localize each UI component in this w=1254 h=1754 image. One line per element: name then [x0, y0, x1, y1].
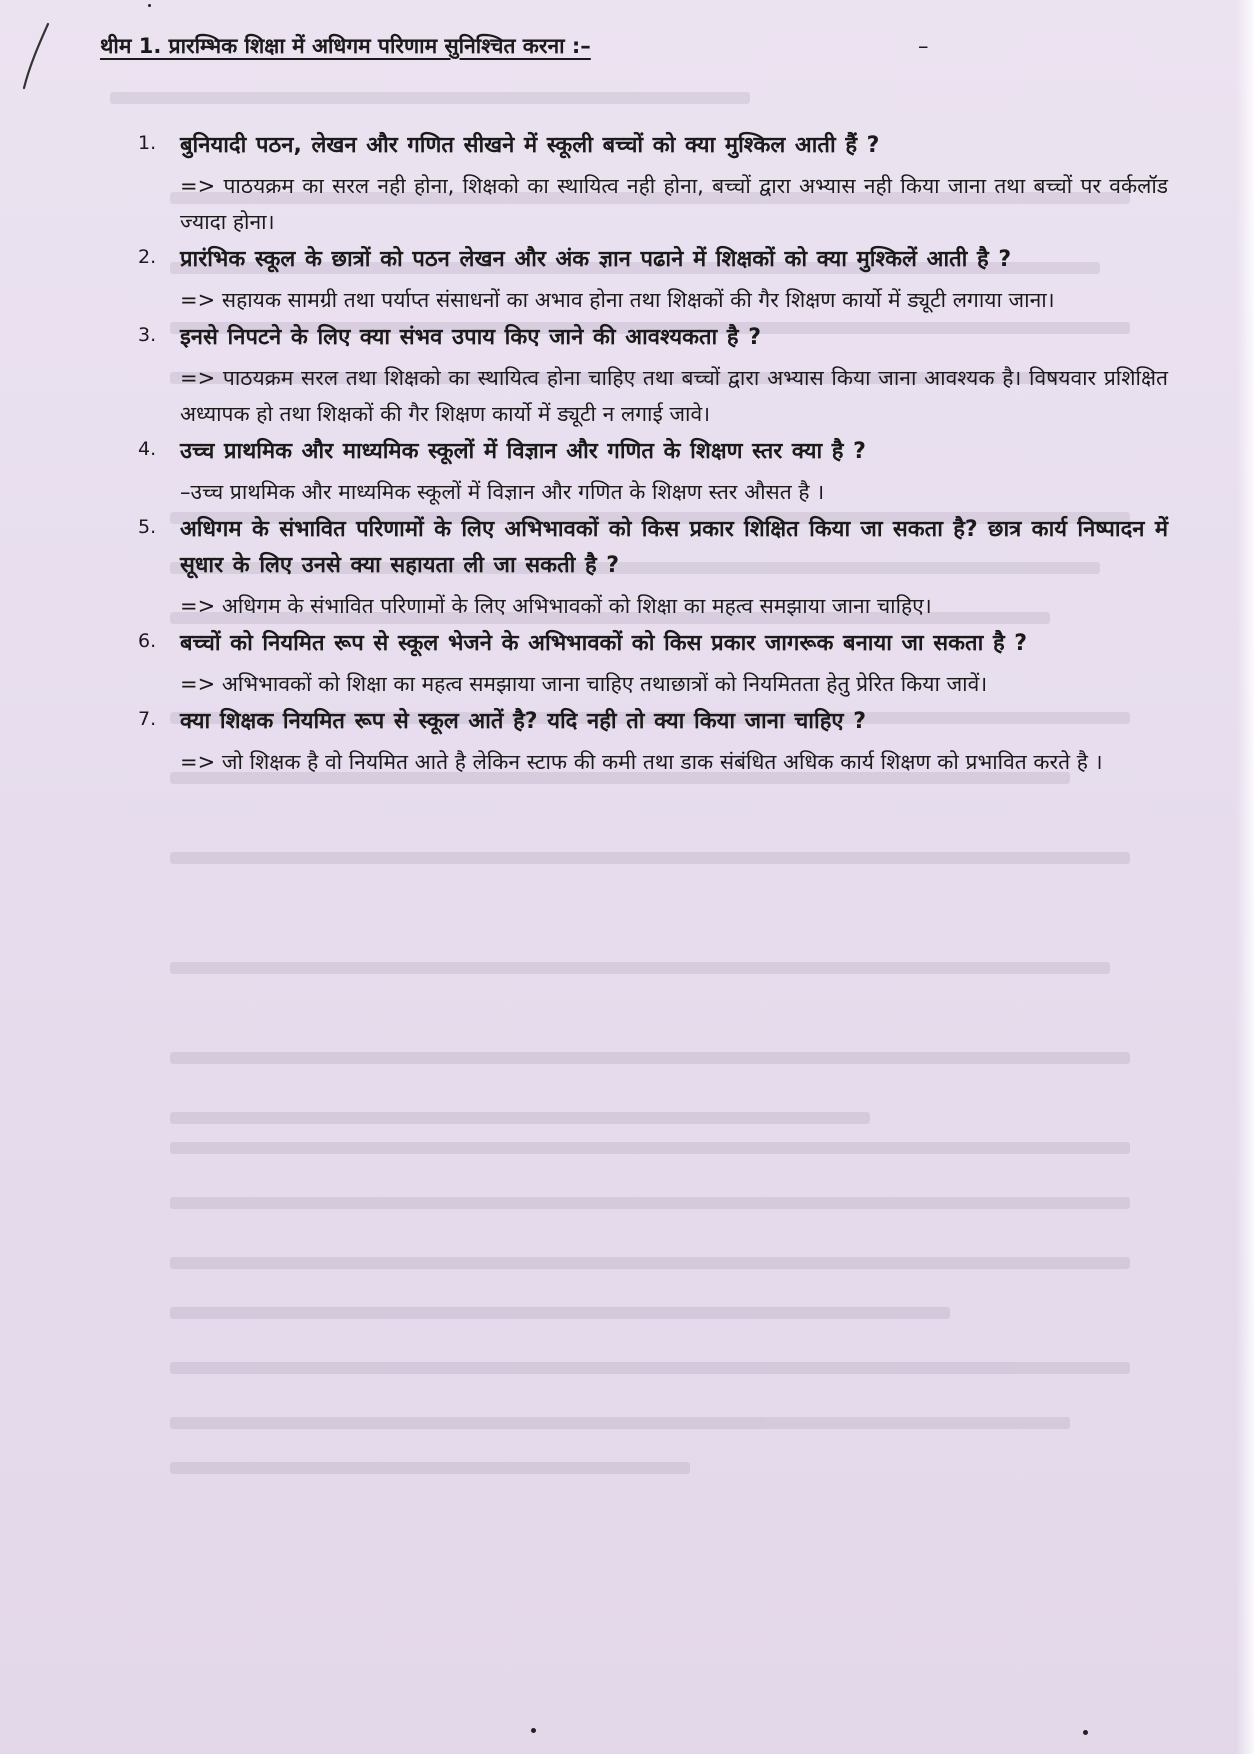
heading-dash: – — [918, 34, 929, 58]
pen-stroke-mark — [18, 22, 78, 92]
item-question: उच्च प्राथमिक और माध्यमिक स्कूलों में विज्ञान और गणित के शिक्षण स्तर क्या है ? — [180, 439, 866, 464]
scan-speck — [148, 4, 151, 7]
item-answer: => पाठयक्रम का सरल नही होना, शिक्षको का स्थायित्व नही होना, बच्चों द्वारा अभ्यास नही किया जाना तथा बच्चों पर वर्कलॉड ज्यादा होना। — [180, 174, 1168, 234]
item-answer: => अधिगम के संभावित परिणामों के लिए अभिभावकों को शिक्षा का महत्व समझाया जाना चाहिए। — [180, 594, 932, 618]
list-item — [138, 242, 1168, 318]
list-item — [138, 626, 1168, 702]
item-number: 1. — [138, 132, 157, 154]
item-number: 3. — [138, 324, 157, 346]
item-number: 5. — [138, 516, 157, 538]
item-answer: => सहायक सामग्री तथा पर्याप्त संसाधनों का अभाव होना तथा शिक्षकों की गैर शिक्षण कार्यो में ड्यूटी लगाया जाना। — [180, 288, 1055, 312]
item-question: क्या शिक्षक नियमित रूप से स्कूल आतें है? यदि नही तो क्या किया जाना चाहिए ? — [180, 709, 866, 734]
item-question: बच्चों को नियमित रूप से स्कूल भेजने के अभिभावकों को किस प्रकार जागरूक बनाया जा सकता है ? — [180, 631, 1028, 656]
scan-speck — [531, 1728, 536, 1733]
item-answer: => पाठयक्रम सरल तथा शिक्षको का स्थायित्व होना चाहिए तथा बच्चों द्वारा अभ्यास किया जाना आवश्यक है। विषयवार प्रशिक्षित अध्यापक हो तथा शिक्षकों की गैर शिक्षण कार्यो में ड्यूटी न लगाई जावे। — [180, 366, 1168, 426]
item-answer: => अभिभावकों को शिक्षा का महत्व समझाया जाना चाहिए तथाछात्रों को नियमितता हेतु प्रेरित किया जावें। — [180, 672, 988, 696]
item-question: अधिगम के संभावित परिणामों के लिए अभिभावकों को किस प्रकार शिक्षित किया जा सकता है? छात्र कार्य निष्पादन में सूधार के लिए उनसे क्या सहायता ली जा सकती है ? — [180, 517, 1168, 578]
item-answer: => जो शिक्षक है वो नियमित आते है लेकिन स्टाफ की कमी तथा डाक संबंधित अधिक कार्य शिक्षण को प्रभावित करते है । — [180, 750, 1103, 774]
item-question: इनसे निपटने के लिए क्या संभव उपाय किए जाने की आवश्यकता है ? — [180, 325, 761, 350]
list-item — [138, 512, 1168, 624]
item-number: 2. — [138, 246, 157, 268]
item-number: 7. — [138, 708, 157, 730]
item-number: 6. — [138, 630, 157, 652]
list-item — [138, 128, 1168, 240]
item-question: प्रारंभिक स्कूल के छात्रों को पठन लेखन और अंक ज्ञान पढाने में शिक्षकों को क्या मुश्किलें आती है ? — [180, 247, 1012, 272]
item-question: बुनियादी पठन, लेखन और गणित सीखने में स्कूली बच्चों को क्या मुश्किल आती हैं ? — [180, 133, 880, 158]
list-item — [138, 434, 1168, 510]
scan-speck — [1083, 1730, 1088, 1735]
item-number: 4. — [138, 438, 157, 460]
item-answer: –उच्च प्राथमिक और माध्यमिक स्कूलों में विज्ञान और गणित के शिक्षण स्तर औसत है । — [180, 480, 825, 504]
question-list — [138, 128, 1168, 780]
page-heading: थीम 1. प्रारम्भिक शिक्षा में अधिगम परिणाम सुनिश्चित करना :– — [100, 34, 591, 58]
scan-edge — [1236, 0, 1254, 1754]
list-item — [138, 704, 1168, 780]
list-item — [138, 320, 1168, 432]
